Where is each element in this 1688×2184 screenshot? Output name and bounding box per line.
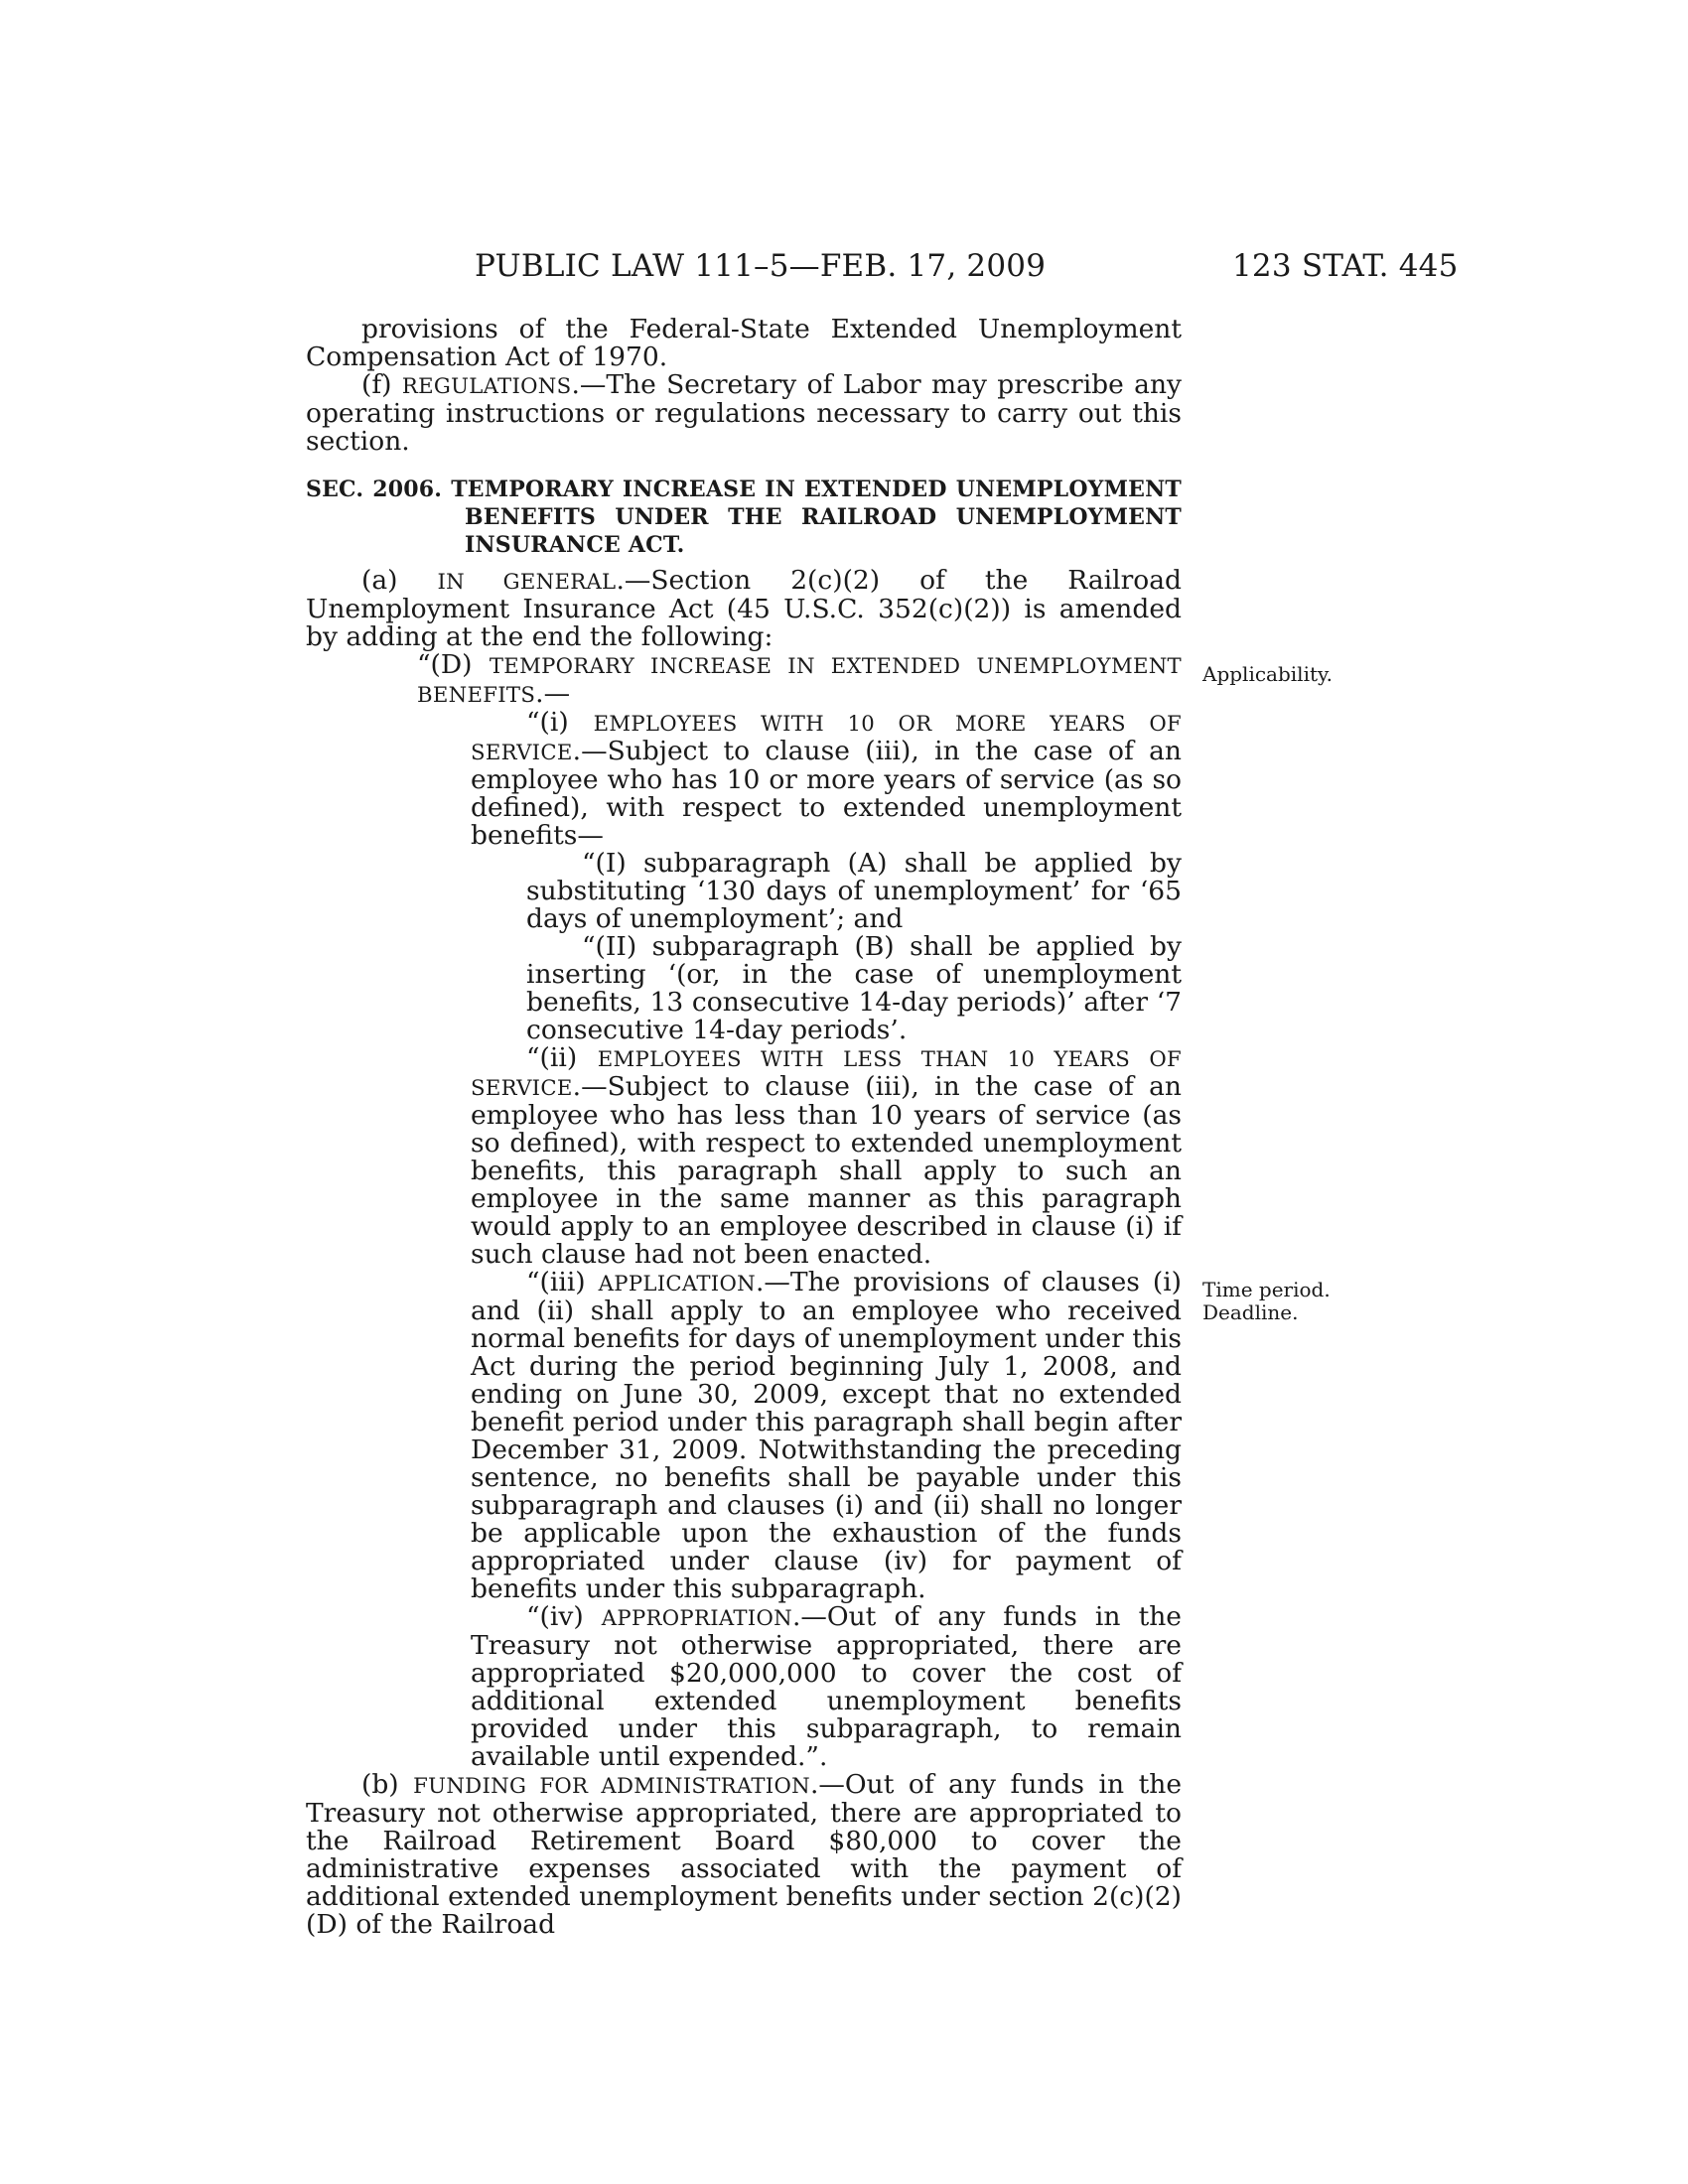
subsection-b-heading: FUNDING FOR ADMINISTRATION	[413, 1773, 810, 1798]
margin-note-time-period-label: Time period.	[1202, 1278, 1331, 1301]
subparagraph-D-heading: TEMPORARY INCREASE IN EXTENDED UNEMPLOYMENT BENEFITS	[417, 653, 1182, 707]
subsection-f	[306, 371, 1182, 456]
running-head-title: PUBLIC LAW 111–5—FEB. 17, 2009	[475, 248, 1047, 284]
subparagraph-D-dash: .—	[535, 678, 571, 709]
clause-ii-heading: EMPLOYEES WITH LESS THAN 10 YEARS OF SERVICE	[471, 1046, 1182, 1100]
clause-i-text: .—Subject to clause (iii), in the case of an employee who has 10 or more years of service (as so defined), with respect to extended unemployment benefits—	[471, 736, 1182, 851]
subsection-a-label: (a)	[361, 565, 438, 596]
section-heading: SEC. 2006. TEMPORARY INCREASE IN EXTENDED UNEMPLOYMENT BENEFITS UNDER THE RAILROAD UNEMPLOYMENT INSURANCE ACT.	[306, 477, 1182, 558]
subsection-b-text: .—Out of any funds in the Treasury not otherwise appropriated, there are appropriated to the Railroad Retirement Board $80,000 to cover the administrative expenses associated with the payment of additional extended unemployment benefits under section 2(c)(2)(D) of the Railroad	[306, 1769, 1183, 1940]
margin-note-time-period	[1202, 1279, 1331, 1324]
subsection-f-text: .—The Secretary of Labor may prescribe any operating instructions or regulations necessary to carry out this section.	[306, 369, 1182, 457]
clause-ii-label: “(ii)	[526, 1042, 598, 1073]
margin-note-applicability: Applicability.	[1202, 662, 1333, 686]
clause-iii-text: .—The provisions of clauses (i) and (ii) shall apply to an employee who received normal benefits for days of unemployment under this Act during the period beginning July 1, 2008, and ending on June 30, 2009, except that no extended benefit period under this paragraph shall begin after December 31, 2009. Notwithstanding the preceding sentence, no benefits shall be payable under this subparagraph and clauses (i) and (ii) shall no longer be applicable upon the exhaustion of the funds appropriated under clause (iv) for payment of benefits under this subparagraph.	[471, 1267, 1183, 1604]
clause-i-heading: EMPLOYEES WITH 10 OR MORE YEARS OF SERVICE	[471, 711, 1182, 764]
subclause-I: “(I) subparagraph (A) shall be applied by substituting ‘130 days of unemployment’ for ‘65 days of unemployment’; and	[526, 848, 1182, 934]
subsection-a-text: .—Section 2(c)(2) of the Railroad Unemployment Insurance Act (45 U.S.C. 352(c)(2)) is amended by adding at the end the following:	[306, 565, 1182, 652]
subsection-b-label: (b)	[361, 1769, 414, 1800]
subparagraph-D-label: “(D)	[417, 649, 490, 680]
subparagraph-D	[306, 651, 1182, 709]
body-text	[306, 316, 1182, 1939]
clause-iv-text: .—Out of any funds in the Treasury not otherwise appropriated, there are appropriated $20,000,000 to cover the cost of additional extended unemployment benefits provided under this subparagraph, to remain available until expended.”.	[471, 1601, 1182, 1772]
subclause-II: “(II) subparagraph (B) shall be applied by inserting ‘(or, in the case of unemployment benefits, 13 consecutive 14-day periods)’ after ‘7 consecutive 14-day periods’.	[526, 931, 1182, 1045]
clause-i	[471, 709, 1182, 850]
subsection-a	[306, 567, 1182, 651]
subsection-f-heading: REGULATIONS	[401, 373, 572, 398]
clause-iv-label: “(iv)	[526, 1601, 602, 1632]
subsection-f-label: (f)	[361, 369, 402, 400]
continuation-paragraph	[306, 316, 1182, 371]
clause-iii-label: “(iii)	[526, 1267, 599, 1297]
clause-iii	[471, 1269, 1182, 1603]
clause-i-label: “(i)	[526, 707, 594, 738]
statute-citation: 123 STAT. 445	[1232, 248, 1459, 284]
clause-iii-heading: APPLICATION	[598, 1271, 756, 1296]
clause-ii	[471, 1044, 1182, 1269]
margin-note-deadline-label: Deadline.	[1202, 1300, 1299, 1324]
continuation-text: provisions of the Federal-State Extended Unemployment Compensation Act of 1970.	[306, 314, 1182, 372]
subsection-a-heading: IN GENERAL	[437, 569, 617, 594]
clause-iv-heading: APPROPRIATION	[601, 1605, 792, 1630]
clause-iv	[471, 1603, 1182, 1771]
subsection-b	[306, 1771, 1182, 1939]
clause-ii-text: .—Subject to clause (iii), in the case of an employee who has less than 10 years of service (as so defined), with respect to extended unemployment benefits, this paragraph shall apply to such an employee in the same manner as this paragraph would apply to an employee described in clause (i) if such clause had not been enacted.	[471, 1071, 1182, 1270]
